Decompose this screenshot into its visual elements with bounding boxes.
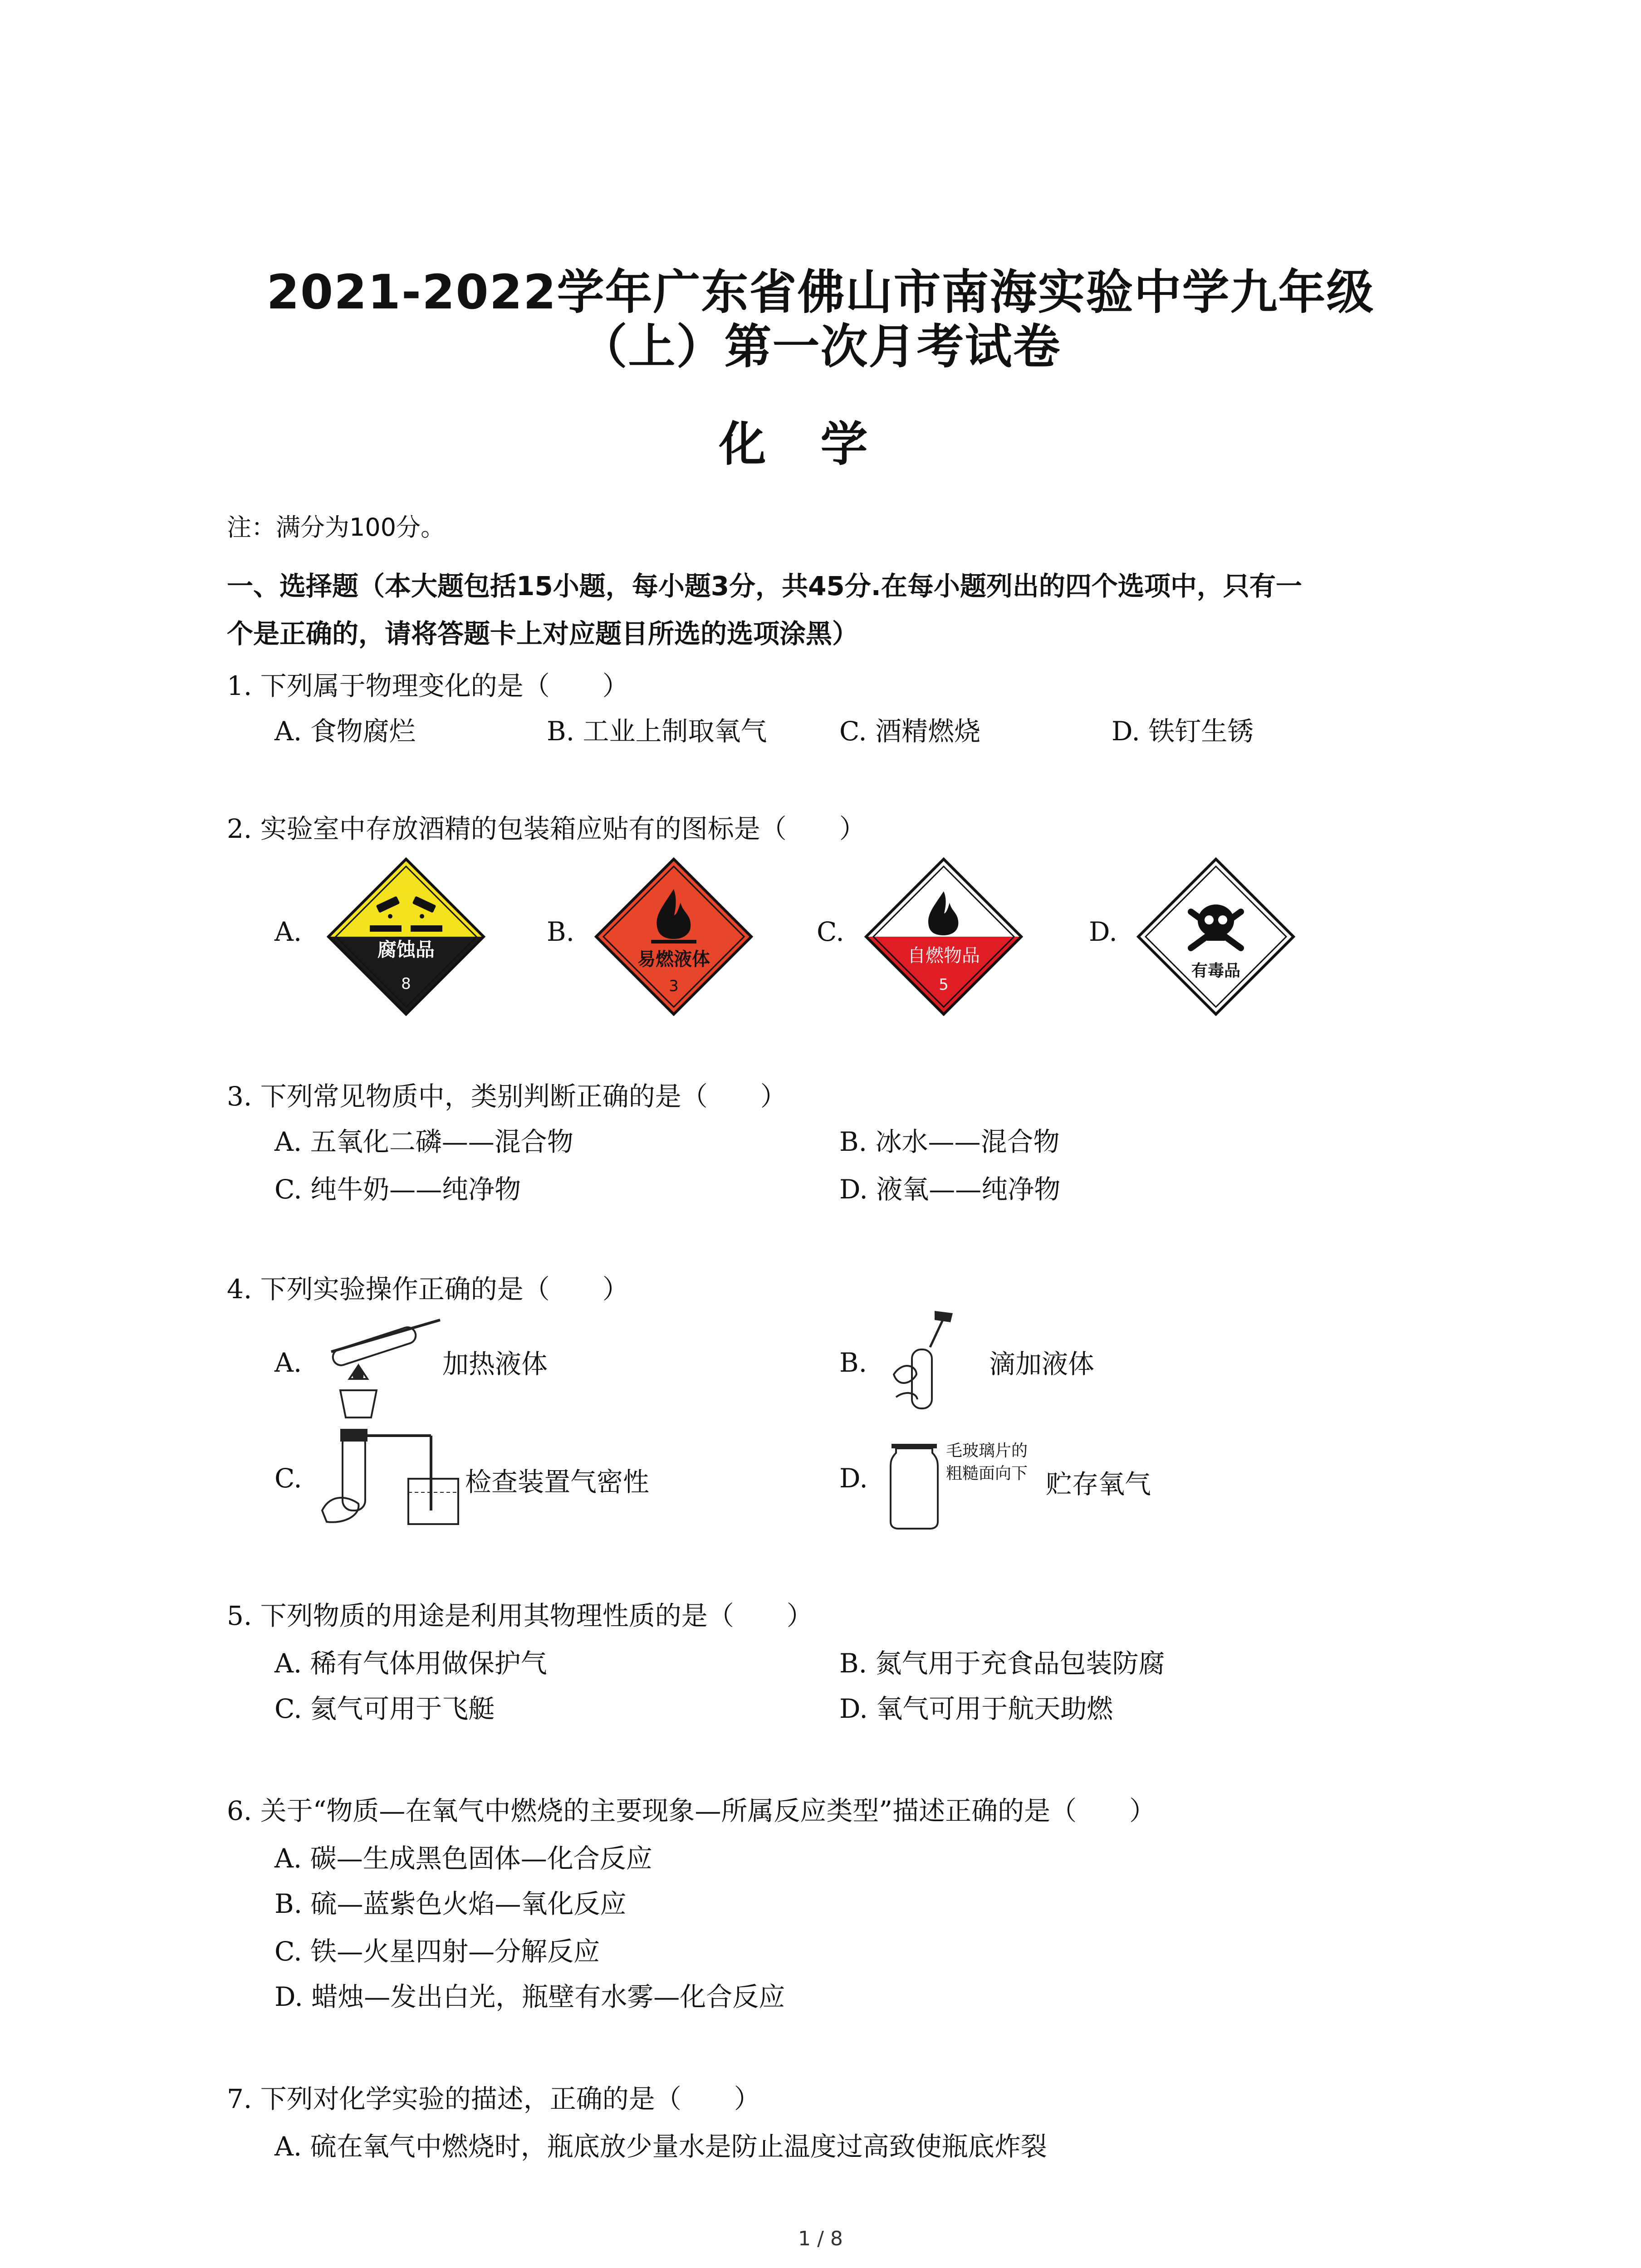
subject-title: 化学 — [719, 416, 922, 472]
question-5-option-a: A. 稀有气体用做保护气 — [274, 1648, 547, 1679]
hazard-sign-spontaneous-combustion — [864, 857, 1023, 1016]
question-4-option-b: B. — [839, 1347, 867, 1378]
question-6-option-c: C. 铁—火星四射—分解反应 — [274, 1936, 600, 1967]
question-3-option-d: D. 液氧——纯净物 — [839, 1174, 1061, 1205]
heating-liquid-illustration — [313, 1311, 449, 1429]
question-5-option-c: C. 氦气可用于飞艇 — [274, 1693, 495, 1724]
question-4-caption-d: 贮存氧气 — [1046, 1469, 1151, 1500]
sign-label: 腐蚀品 — [377, 938, 435, 961]
sign-number: 3 — [669, 977, 679, 995]
question-1-option-c: C. 酒精燃烧 — [839, 716, 981, 747]
question-2-letter-a: A. — [274, 916, 302, 947]
title-line-2: （上）第一次月考试卷 — [580, 319, 1061, 374]
question-4-caption-b: 滴加液体 — [989, 1349, 1095, 1379]
section-heading-line-2: 个是正确的，请将答题卡上对应题目所选的选项涂黑） — [227, 618, 859, 649]
question-4-option-a: A. — [274, 1347, 302, 1378]
oxygen-storage-bottle-illustration — [887, 1440, 941, 1531]
question-6-option-d: D. 蜡烛—发出白光，瓶壁有水雾—化合反应 — [274, 1981, 785, 2012]
page-number: 1 / 8 — [798, 2227, 843, 2250]
question-4-caption-c: 检查装置气密性 — [465, 1466, 650, 1497]
sign-label: 有毒品 — [1191, 962, 1241, 980]
question-4-d-note-line-2: 粗糙面向下 — [946, 1464, 1028, 1483]
hazard-sign-flammable-liquid — [594, 857, 753, 1016]
sign-label: 易燃液体 — [637, 949, 710, 970]
sign-label: 自燃物品 — [907, 945, 980, 966]
question-6-option-a: A. 碳—生成黑色固体—化合反应 — [274, 1843, 652, 1874]
hazard-sign-corrosive — [327, 857, 485, 1016]
question-1-option-d: D. 铁钉生锈 — [1112, 716, 1254, 747]
question-4-d-note-line-1: 毛玻璃片的 — [946, 1442, 1028, 1460]
question-7-stem: 7. 下列对化学实验的描述，正确的是（ ） — [227, 2083, 760, 2114]
question-1-option-a: A. 食物腐烂 — [274, 716, 416, 747]
question-4-option-c: C. — [274, 1463, 302, 1494]
question-4-caption-a: 加热液体 — [442, 1349, 548, 1379]
sign-number: 8 — [401, 975, 411, 993]
question-2-stem: 2. 实验室中存放酒精的包装箱应贴有的图标是（ ） — [227, 813, 866, 844]
question-1-option-b: B. 工业上制取氧气 — [547, 716, 767, 747]
question-1-stem: 1. 下列属于物理变化的是（ ） — [227, 670, 629, 701]
airtightness-check-illustration — [318, 1420, 467, 1538]
question-5-stem: 5. 下列物质的用途是利用其物理性质的是（ ） — [227, 1600, 813, 1631]
question-6-option-b: B. 硫—蓝紫色火焰—氧化反应 — [274, 1888, 627, 1919]
dropping-liquid-illustration — [885, 1306, 975, 1415]
question-2-letter-b: B. — [547, 916, 575, 947]
question-3-stem: 3. 下列常见物质中，类别判断正确的是（ ） — [227, 1081, 787, 1112]
question-5-option-b: B. 氮气用于充食品包装防腐 — [839, 1648, 1165, 1679]
question-3-option-a: A. 五氧化二磷——混合物 — [274, 1126, 573, 1157]
question-2-letter-c: C. — [817, 916, 844, 947]
question-2-letter-d: D. — [1089, 916, 1117, 947]
question-3-option-c: C. 纯牛奶——纯净物 — [274, 1174, 521, 1205]
score-note: 注：满分为100分。 — [227, 513, 446, 542]
sign-number: 5 — [939, 976, 949, 994]
question-3-option-b: B. 冰水——混合物 — [839, 1126, 1060, 1157]
title-line-1: 2021-2022学年广东省佛山市南海实验中学九年级 — [266, 264, 1375, 320]
question-6-stem: 6. 关于“物质—在氧气中燃烧的主要现象—所属反应类型”描述正确的是（ ） — [227, 1795, 1156, 1826]
hazard-sign-toxic — [1136, 857, 1295, 1016]
question-7-option-a: A. 硫在氧气中燃烧时，瓶底放少量水是防止温度过高致使瓶底炸裂 — [274, 2131, 1047, 2162]
question-4-option-d: D. — [839, 1463, 868, 1494]
question-4-stem: 4. 下列实验操作正确的是（ ） — [227, 1274, 629, 1305]
section-heading-line-1: 一、选择题（本大题包括15小题，每小题3分，共45分.在每小题列出的四个选项中，只有一 — [227, 571, 1302, 601]
question-5-option-d: D. 氧气可用于航天助燃 — [839, 1693, 1113, 1724]
